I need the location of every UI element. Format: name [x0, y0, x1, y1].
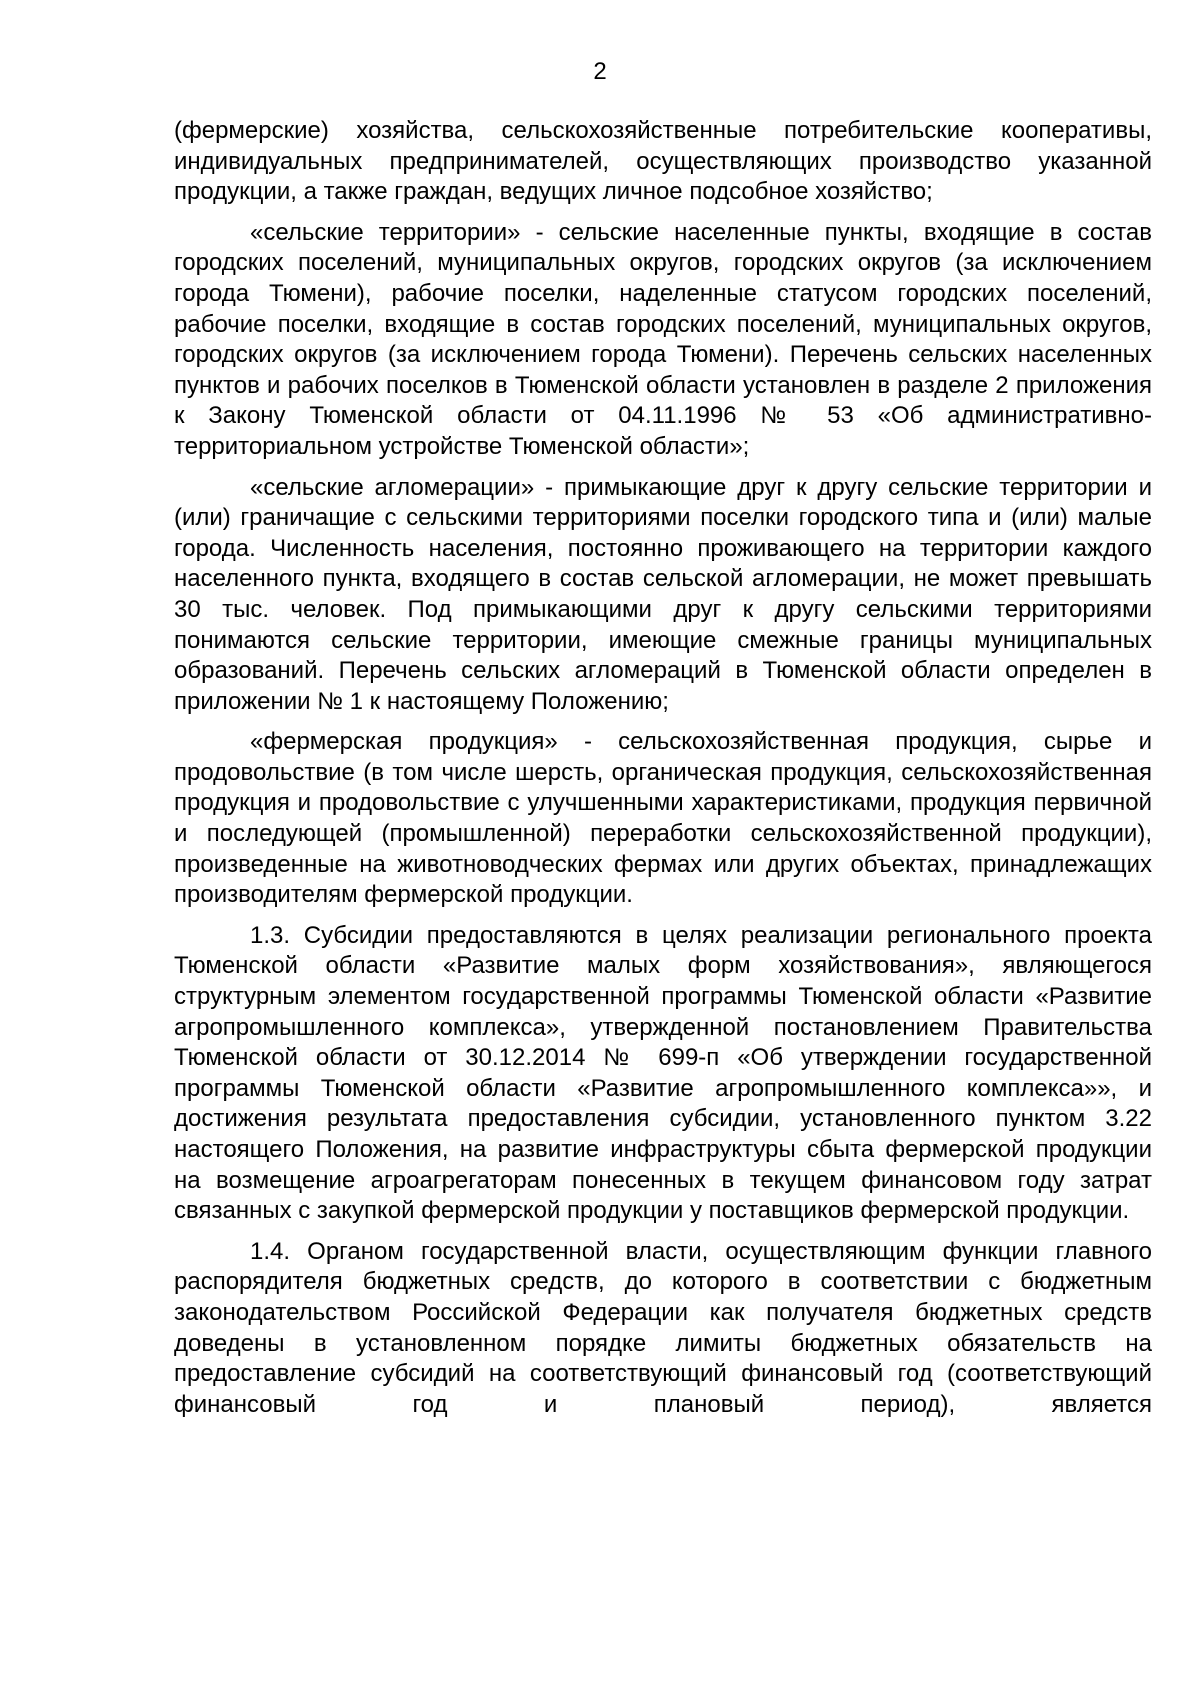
paragraph-section-1-4: 1.4. Органом государственной власти, осуществляющим функции главного распорядителя бюджетных средств, до которого в соответствии с бюджетным законодательством Российской Федерации как получателя бюджетных средств доведены в установленном порядке лимиты бюджетных обязательств на предоставление субсидий на соответствующий финансовый год (соответствующий финансовый год и плановый период), является [174, 1237, 1152, 1418]
paragraph-section-1-3: 1.3. Субсидии предоставляются в целях реализации регионального проекта Тюменской области «Развитие малых форм хозяйствования», являющегося структурным элементом государственной программы Тюменской области «Развитие агропромышленного комплекса», утвержденной постановлением Правительства Тюменской области от 30.12.2014 № 699-п «Об утверждении государственной программы Тюменской области «Развитие агропромышленного комплекса»», и достижения результата предоставления субсидии, установленного пунктом 3.22 настоящего Положения, на развитие инфраструктуры сбыта фермерской продукции на возмещение агроагрегаторам понесенных в текущем финансовом году затрат связанных с закупкой фермерской продукции у поставщиков фермерской продукции. [174, 921, 1152, 1225]
document-body [174, 116, 1152, 1430]
paragraph-farm-entities-continuation: (фермерские) хозяйства, сельскохозяйственные потребительские кооперативы, индивидуальных предпринимателей, осуществляющих производство указанной продукции, а также граждан, ведущих личное подсобное хозяйство; [174, 117, 1152, 206]
paragraph-rural-agglomerations: «сельские агломерации» - примыкающие друг к другу сельские территории и (или) граничащие с сельскими территориями поселки городского типа и (или) малые города. Численность населения, постоянно проживающего на территории каждого населенного пункта, входящего в состав сельской агломерации, не может превышать 30 тыс. человек. Под примыкающими друг к другу сельскими территориями понимаются сельские территории, имеющие смежные границы муниципальных образований. Перечень сельских агломераций в Тюменской области определен в приложении № 1 к настоящему Положению; [174, 473, 1152, 715]
page-number: 2 [593, 58, 607, 85]
paragraph-farm-products: «фермерская продукция» - сельскохозяйственная продукция, сырье и продовольствие (в том числе шерсть, органическая продукция, сельскохозяйственная продукция и продовольствие с улучшенными характеристиками, продукция первичной и последующей (промышленной) переработки сельскохозяйственной продукции), произведенные на животноводческих фермах или других объектах, принадлежащих производителям фермерской продукции. [174, 728, 1152, 909]
paragraph-rural-territories: «сельские территории» - сельские населенные пункты, входящие в состав городских поселений, муниципальных округов, городских округов (за исключением города Тюмени), рабочие поселки, наделенные статусом городских поселений, рабочие поселки, входящие в состав городских поселений, муниципальных округов, городских округов (за исключением города Тюмени). Перечень сельских населенных пунктов и рабочих поселков в Тюменской области установлен в разделе 2 приложения к Закону Тюменской области от 04.11.1996 № 53 «Об административно-территориальном устройстве Тюменской области»; [174, 218, 1152, 460]
